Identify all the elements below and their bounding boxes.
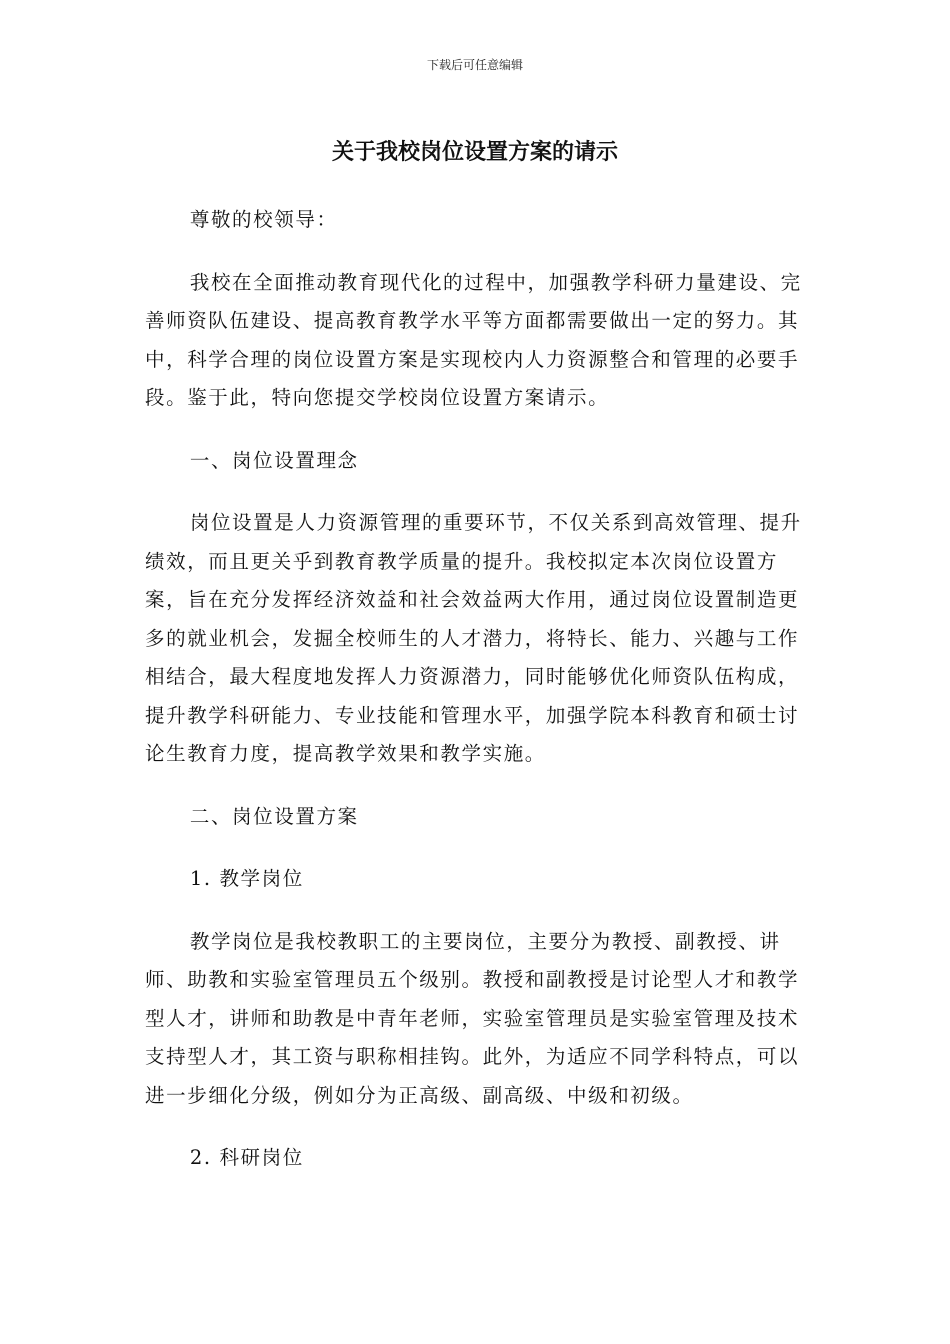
section-2-heading: 二、岗位设置方案 bbox=[189, 804, 359, 828]
item-2-heading: 2. 科研岗位 bbox=[189, 1146, 304, 1169]
document-body bbox=[145, 201, 810, 1202]
section-1-paragraph: 岗位设置是人力资源管理的重要环节，不仅关系到高效管理、提升绩效，而且更关乎到教育教学质量的提升。我校拟定本次岗位设置方案，旨在充分发挥经济效益和社会效益两大作用，通过岗位设置制造更多的就业机会，发掘全校师生的人才潜力，将特长、能力、兴趣与工作相结合，最大程度地发挥人力资源潜力，同时能够优化师资队伍构成，提升教学科研能力、专业技能和管理水平，加强学院本科教育和硕士讨论生教育力度，提高教学效果和教学实施。 bbox=[145, 511, 802, 765]
intro-paragraph: 我校在全面推动教育现代化的过程中，加强教学科研力量建设、完善师资队伍建设、提高教育教学水平等方面都需要做出一定的努力。其中，科学合理的岗位设置方案是实现校内人力资源整合和管理的必要手段。鉴于此，特向您提交学校岗位设置方案请示。 bbox=[145, 270, 802, 409]
document-title: 关于我校岗位设置方案的请示 bbox=[331, 140, 618, 165]
salutation: 尊敬的校领导： bbox=[189, 208, 338, 231]
header-note: 下载后可任意编辑 bbox=[426, 58, 523, 72]
section-1-heading: 一、岗位设置理念 bbox=[189, 448, 359, 472]
item-1-paragraph: 教学岗位是我校教职工的主要岗位，主要分为教授、副教授、讲师、助教和实验室管理员五个级别。教授和副教授是讨论型人才和教学型人才，讲师和助教是中青年老师，实验室管理员是实验室管理及技术支持型人才，其工资与职称相挂钩。此外，为适应不同学科特点，可以进一步细化分级，例如分为正高级、副高级、中级和初级。 bbox=[145, 929, 800, 1107]
item-1-heading: 1. 教学岗位 bbox=[189, 867, 304, 890]
